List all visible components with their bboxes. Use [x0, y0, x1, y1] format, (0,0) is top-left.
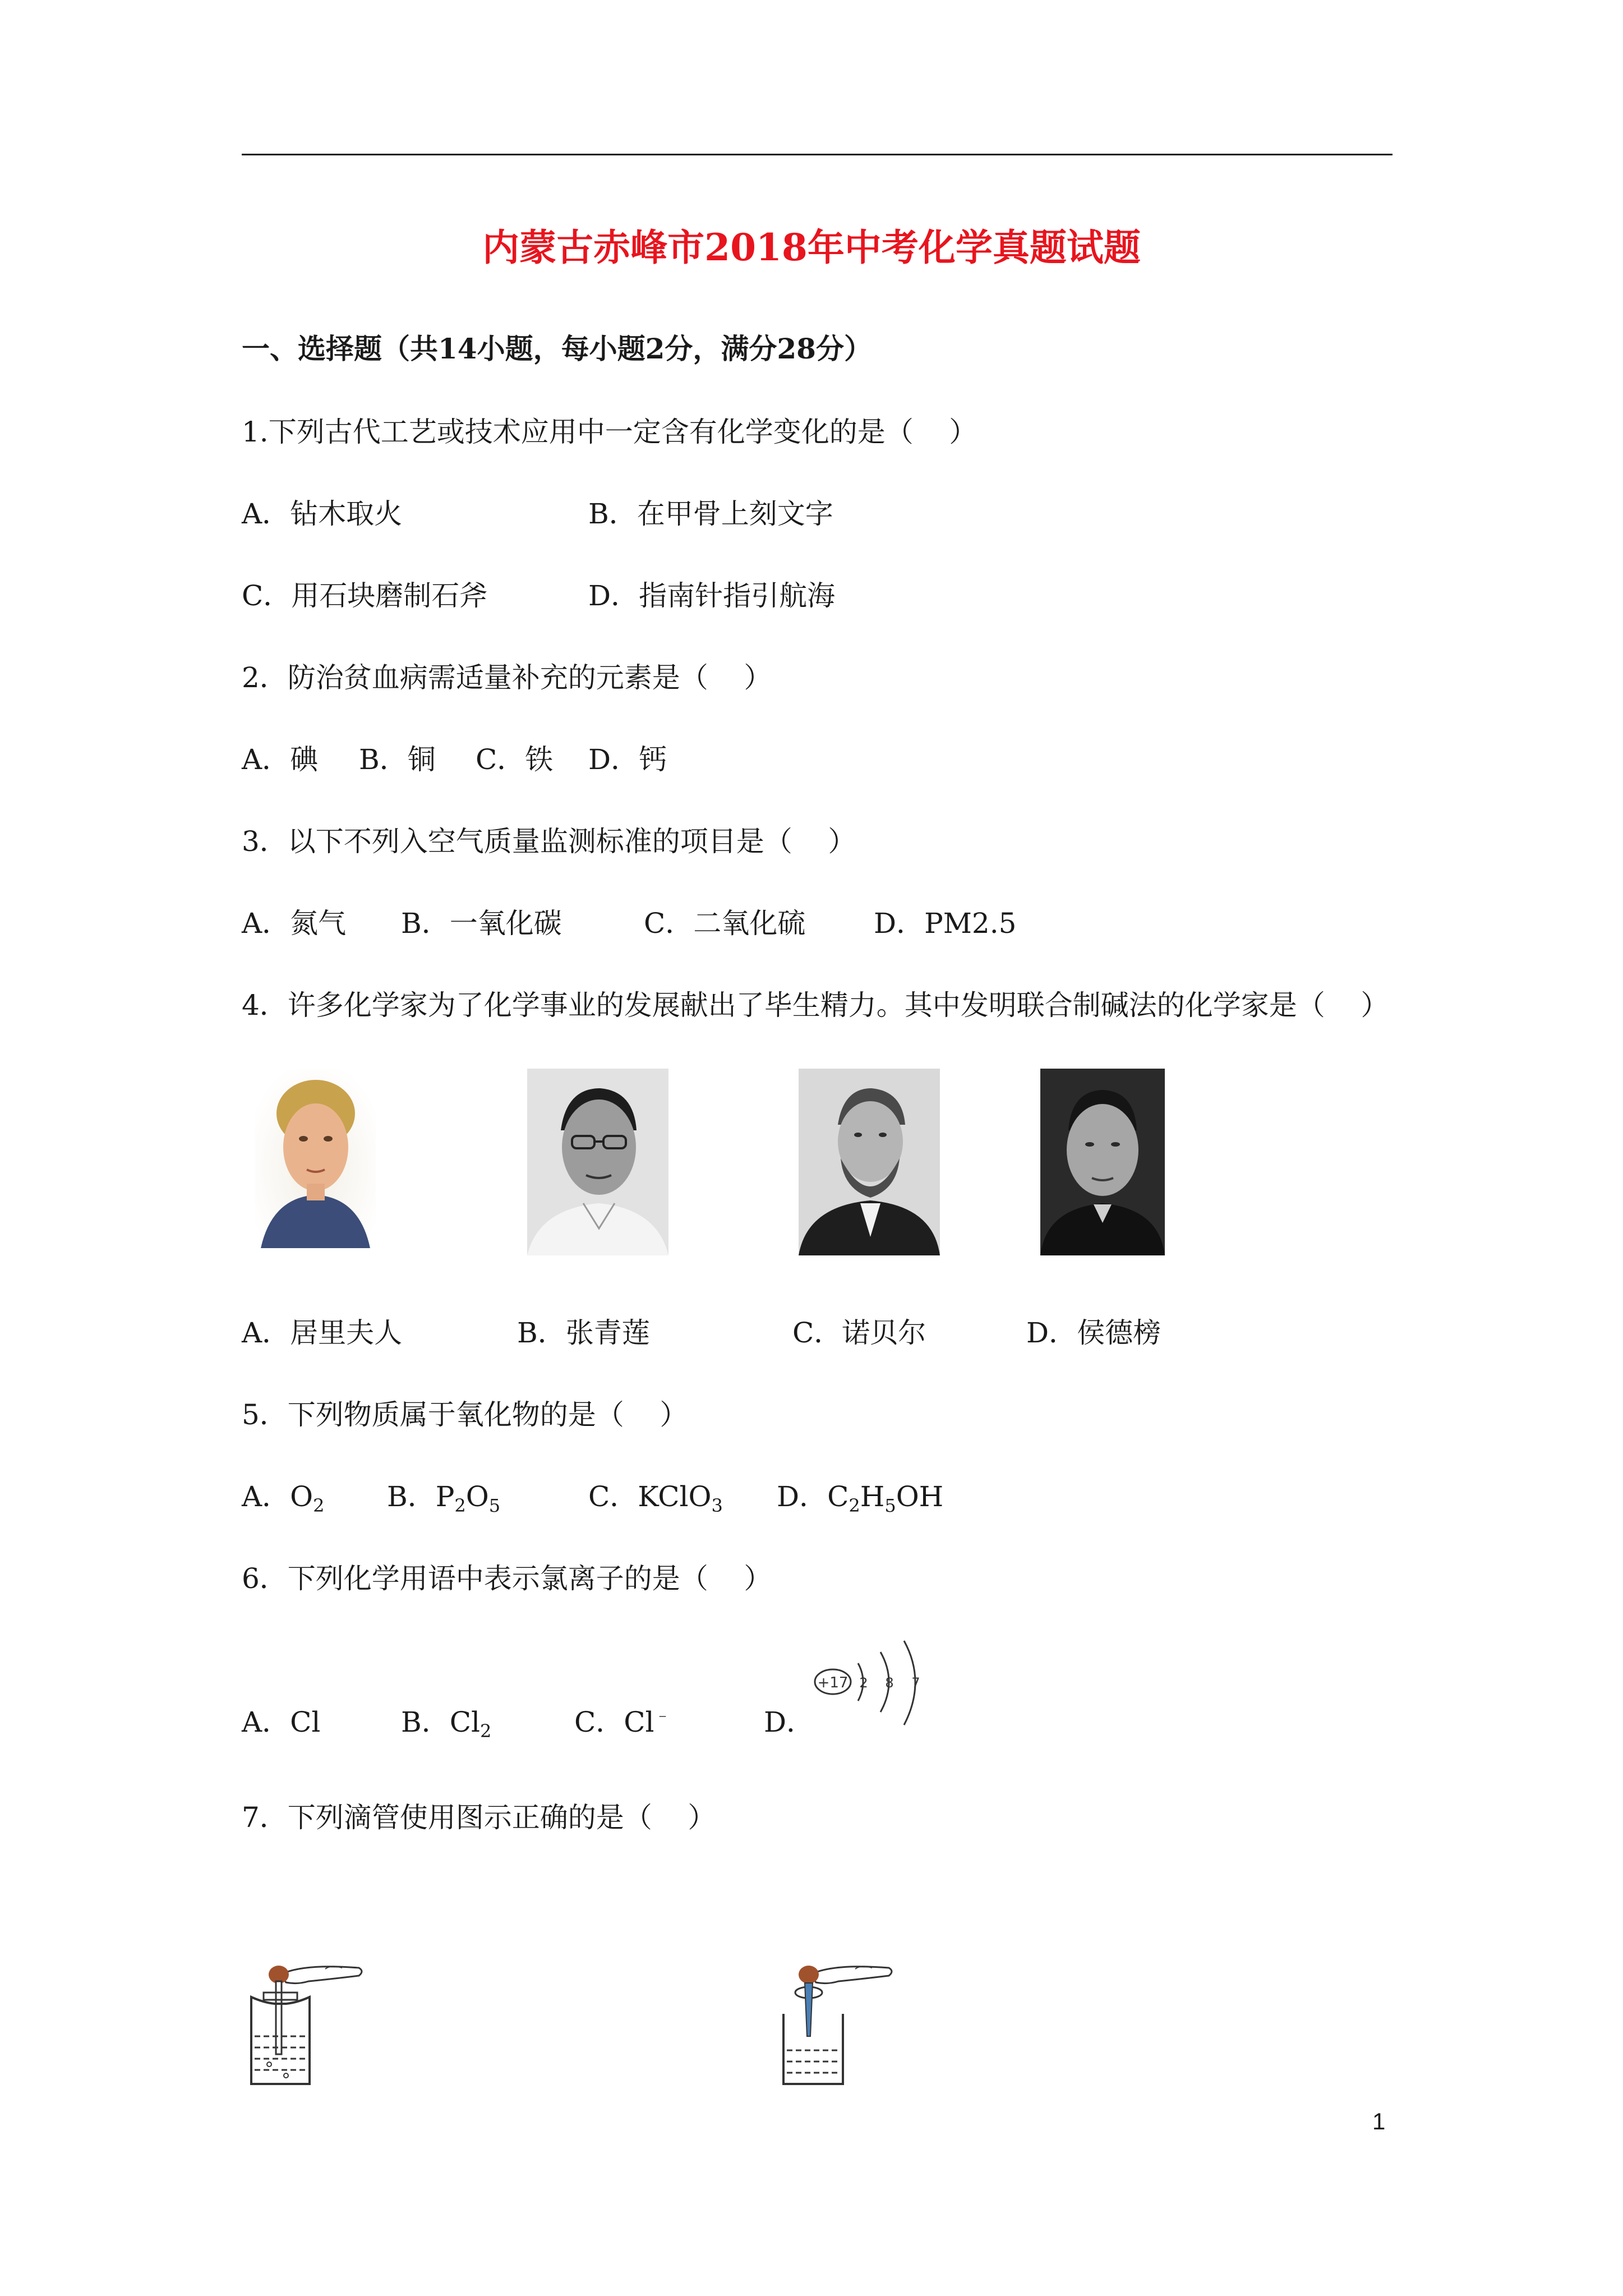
question-1-option-a: A．钻木取火: [242, 498, 403, 530]
question-5-option-a: A．$O_2$: [242, 1480, 325, 1516]
dropper-diagram-a: [247, 1952, 370, 2092]
question-6-stem: 6．下列化学用语中表示氯离子的是（ ）: [242, 1562, 772, 1595]
question-1-option-b: B．在甲骨上刻文字: [588, 498, 833, 530]
question-5-option-d: D．$C_2H_5OH$: [777, 1480, 944, 1516]
portrait-curie: [255, 1069, 376, 1248]
question-7-stem: 7．下列滴管使用图示正确的是（ ）: [242, 1801, 716, 1834]
page-number: 1: [1372, 2108, 1386, 2134]
question-2-option-d: D．钙: [588, 743, 667, 776]
question-2-stem: 2．防治贫血病需适量补充的元素是（ ）: [242, 661, 772, 694]
question-3-option-b: B．一氧化碳: [401, 907, 562, 940]
header-rule: [242, 154, 1393, 155]
question-3-option-c: C．二氧化硫: [644, 907, 806, 940]
shell-3-count: 7: [911, 1675, 920, 1691]
question-6-option-b: B．$Cl_2$: [401, 1706, 492, 1742]
question-2-option-c: C．铁: [476, 743, 554, 776]
question-6-option-a: A．Cl: [242, 1706, 321, 1738]
question-4-option-b: B．张青莲: [517, 1317, 650, 1349]
dropper-diagram-b: [777, 1952, 900, 2092]
question-4-option-c: C．诺贝尔: [792, 1317, 926, 1349]
question-1-stem: 1.下列古代工艺或技术应用中一定含有化学变化的是（ ）: [242, 416, 978, 448]
question-2-option-a: A．碘: [242, 743, 319, 776]
question-2-option-b: B．铜: [359, 743, 436, 776]
question-3-option-d: D．PM2.5: [874, 907, 1017, 940]
section-heading: 一、选择题（共14小题，每小题2分，满分28分）: [242, 332, 872, 365]
portrait-hou-debang: [1040, 1069, 1165, 1255]
question-3-stem: 3．以下不列入空气质量监测标准的项目是（ ）: [242, 825, 856, 858]
question-5-option-b: B．$P_2O_5$: [387, 1480, 501, 1516]
question-3-option-a: A．氮气: [242, 907, 347, 940]
question-6-option-c: C．Cl﹣: [574, 1705, 671, 1738]
shell-2-count: 8: [885, 1675, 894, 1691]
question-1-option-d: D．指南针指引航海: [588, 579, 836, 612]
question-5-option-c: C．KClO$_3$: [588, 1480, 723, 1516]
portrait-zhang-qinglian: [527, 1069, 668, 1255]
question-4-stem: 4．许多化学家为了化学事业的发展献出了毕生精力。其中发明联合制碱法的化学家是（ ）: [242, 989, 1389, 1022]
question-4-option-a: A．居里夫人: [242, 1317, 403, 1349]
chlorine-atom-structure-diagram: [808, 1638, 937, 1739]
page-title: 内蒙古赤峰市2018年中考化学真题试题: [482, 226, 1141, 269]
portrait-nobel: [799, 1069, 940, 1255]
shell-1-count: 2: [859, 1675, 868, 1691]
question-6-option-d: D．: [764, 1706, 815, 1738]
nucleus-charge: +17: [817, 1674, 849, 1691]
question-5-stem: 5．下列物质属于氧化物的是（ ）: [242, 1398, 688, 1431]
question-4-option-d: D．侯德榜: [1026, 1317, 1161, 1349]
question-1-option-c: C．用石块磨制石斧: [242, 579, 488, 612]
